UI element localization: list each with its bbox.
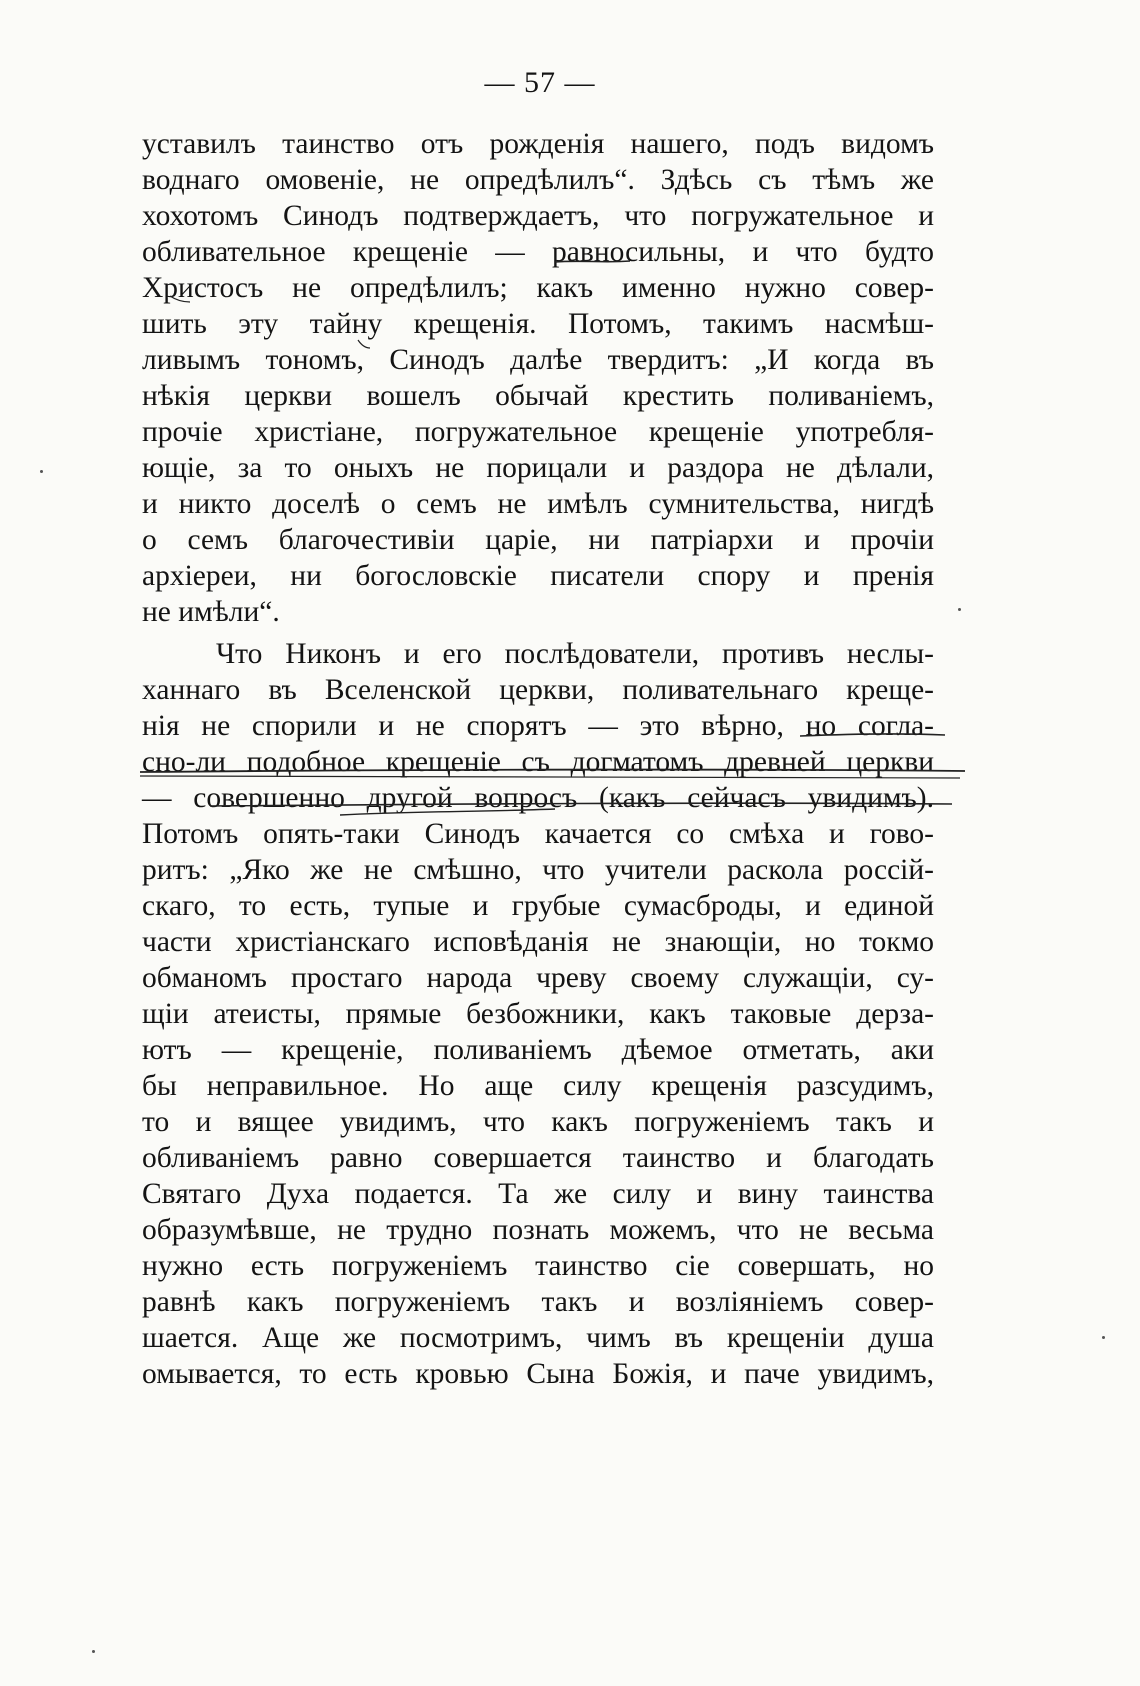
text-line: обманомъ простаго народа чреву своему служащіи, су-	[142, 962, 934, 994]
text-line: ритъ: „Яко же не смѣшно, что учители раскола россій-	[142, 854, 934, 886]
text-line: Святаго Духа подается. Та же силу и вину таинства	[142, 1178, 934, 1210]
text-line: Что Никонъ и его послѣдователи, противъ неслы-	[216, 638, 934, 670]
text-line: ющіе, за то оныхъ не порицали и раздора не дѣлали,	[142, 452, 934, 484]
text-line: ханнаго въ Вселенской церкви, поливательнаго креще-	[142, 674, 934, 706]
text-line: — совершенно другой вопросъ (какъ сейчасъ увидимъ).	[142, 782, 934, 814]
text-line: о семъ благочестивіи царіе, ни патріархи и прочіи	[142, 524, 934, 556]
text-line: не имѣли“.	[142, 596, 280, 628]
text-line: шить эту тайну крещенія. Потомъ, такимъ насмѣш-	[142, 308, 934, 340]
text-line: уставилъ таинство отъ рожденія нашего, подъ видомъ	[142, 128, 934, 160]
text-line: воднаго омовеніе, не опредѣлилъ“. Здѣсь съ тѣмъ же	[142, 164, 934, 196]
text-line: Потомъ опять-таки Синодъ качается со смѣха и гово-	[142, 818, 934, 850]
text-line: и никто доселѣ о семъ не имѣлъ сумнительства, нигдѣ	[142, 488, 934, 520]
text-line: омывается, то есть кровью Сына Божія, и паче увидимъ,	[142, 1358, 934, 1390]
speck	[40, 470, 43, 473]
text-line: нѣкія церкви вошелъ обычай крестить поливаніемъ,	[142, 380, 934, 412]
text-line: Христосъ не опредѣлилъ; какъ именно нужно совер-	[142, 272, 934, 304]
text-line: хохотомъ Синодъ подтверждаетъ, что погружательное и	[142, 200, 934, 232]
text-line: нужно есть погруженіемъ таинство сіе совершать, но	[142, 1250, 934, 1282]
speck	[958, 608, 961, 611]
text-line: прочіе христіане, погружательное крещеніе употребля-	[142, 416, 934, 448]
text-line: бы неправильное. Но аще силу крещенія разсудимъ,	[142, 1070, 934, 1102]
text-line: щіи атеисты, прямые безбожники, какъ таковые дерза-	[142, 998, 934, 1030]
text-line: ютъ — крещеніе, поливаніемъ дѣемое отметать, аки	[142, 1034, 934, 1066]
text-line: сно-ли подобное крещеніе съ догматомъ древней церкви	[142, 746, 934, 778]
text-line: обливательное крещеніе — равносильны, и что будто	[142, 236, 934, 268]
text-line: равнѣ какъ погруженіемъ такъ и возліяніемъ совер-	[142, 1286, 934, 1318]
page-number: — 57 —	[484, 66, 596, 99]
text-line: архіереи, ни богословскіе писатели спору и пренія	[142, 560, 934, 592]
text-line: образумѣвше, не трудно познать можемъ, что не весьма	[142, 1214, 934, 1246]
text-line: шается. Аще же посмотримъ, чимъ въ крещеніи душа	[142, 1322, 934, 1354]
text-line: скаго, то есть, тупые и грубые сумасброды, и единой	[142, 890, 934, 922]
speck	[92, 1650, 95, 1653]
text-line: части христіанскаго исповѣданія не знающіи, но токмо	[142, 926, 934, 958]
text-line: то и вящее увидимъ, что какъ погруженіемъ такъ и	[142, 1106, 934, 1138]
speck	[1102, 1336, 1105, 1339]
text-line: ливымъ тономъ, Синодъ далѣе твердитъ: „И когда въ	[142, 344, 934, 376]
text-line: обливаніемъ равно совершается таинство и благодать	[142, 1142, 934, 1174]
text-line: нія не спорили и не спорятъ — это вѣрно, но согла-	[142, 710, 934, 742]
